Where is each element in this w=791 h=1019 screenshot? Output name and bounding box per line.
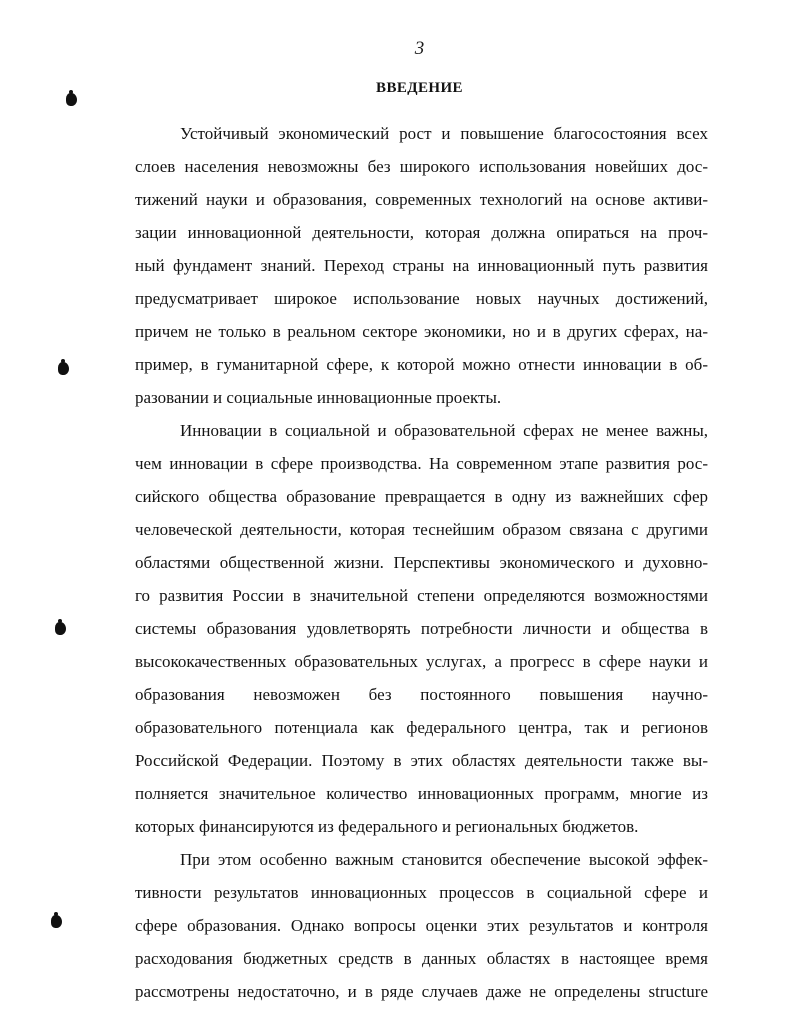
text-line: причем не только в реальном секторе экономики, но и в других сферах, на- xyxy=(135,322,708,341)
text-line: разовании и социальные инновационные проекты. xyxy=(135,388,502,407)
text-line: сийского общества образование превращается в одну из важнейших сфер xyxy=(135,487,708,506)
text-line: которых финансируются из федерального и региональных бюджетов. xyxy=(135,817,639,836)
text-line: сфере образования. Однако вопросы оценки этих результатов и контроля xyxy=(135,916,708,935)
section-title: ВВЕДЕНИЕ xyxy=(376,80,463,96)
text-line: го развития России в значительной степени определяются возможностями xyxy=(135,586,708,605)
punch-hole-mark-4 xyxy=(51,915,62,928)
text-line: рассмотрены недостаточно, и в ряде случаев даже не определены structure xyxy=(135,982,708,1001)
text-line: чем инновации в сфере производства. На современном этапе развития рос- xyxy=(135,454,708,473)
text-line: полняется значительное количество инновационных программ, многие из xyxy=(135,784,708,803)
text-line: высококачественных образовательных услугах, а прогресс в сфере науки и xyxy=(135,652,708,671)
text-line: зации инновационной деятельности, которая должна опираться на проч- xyxy=(135,223,708,242)
text-line: расходования бюджетных средств в данных областях в настоящее время xyxy=(135,949,708,968)
text-line: тивности результатов инновационных процессов в социальной сфере и xyxy=(135,883,708,902)
text-line: При этом особенно важным становится обеспечение высокой эффек- xyxy=(180,850,708,869)
text-line: тижений науки и образования, современных технологий на основе активи- xyxy=(135,190,708,209)
text-line: образования невозможен без постоянного повышения научно- xyxy=(135,685,708,704)
page-number: 3 xyxy=(414,38,425,59)
text-line: человеческой деятельности, которая теснейшим образом связана с другими xyxy=(135,520,708,539)
text-line: ный фундамент знаний. Переход страны на инновационный путь развития xyxy=(135,256,708,275)
text-line: предусматривает широкое использование новых научных достижений, xyxy=(135,289,708,308)
text-line: пример, в гуманитарной сфере, к которой можно отнести инновации в об- xyxy=(135,355,708,374)
text-line: Российской Федерации. Поэтому в этих областях деятельности также вы- xyxy=(135,751,708,770)
text-line: системы образования удовлетворять потребности личности и общества в xyxy=(135,619,708,638)
text-line: Инновации в социальной и образовательной сферах не менее важны, xyxy=(180,421,708,440)
text-line: образовательного потенциала как федерального центра, так и регионов xyxy=(135,718,708,737)
punch-hole-mark-2 xyxy=(58,362,69,375)
punch-hole-mark-3 xyxy=(55,622,66,635)
text-line: слоев населения невозможны без широкого использования новейших дос- xyxy=(135,157,708,176)
punch-hole-mark-1 xyxy=(66,93,77,106)
text-line: областями общественной жизни. Перспективы экономического и духовно- xyxy=(135,553,708,572)
text-line: Устойчивый экономический рост и повышение благосостояния всех xyxy=(180,124,708,143)
